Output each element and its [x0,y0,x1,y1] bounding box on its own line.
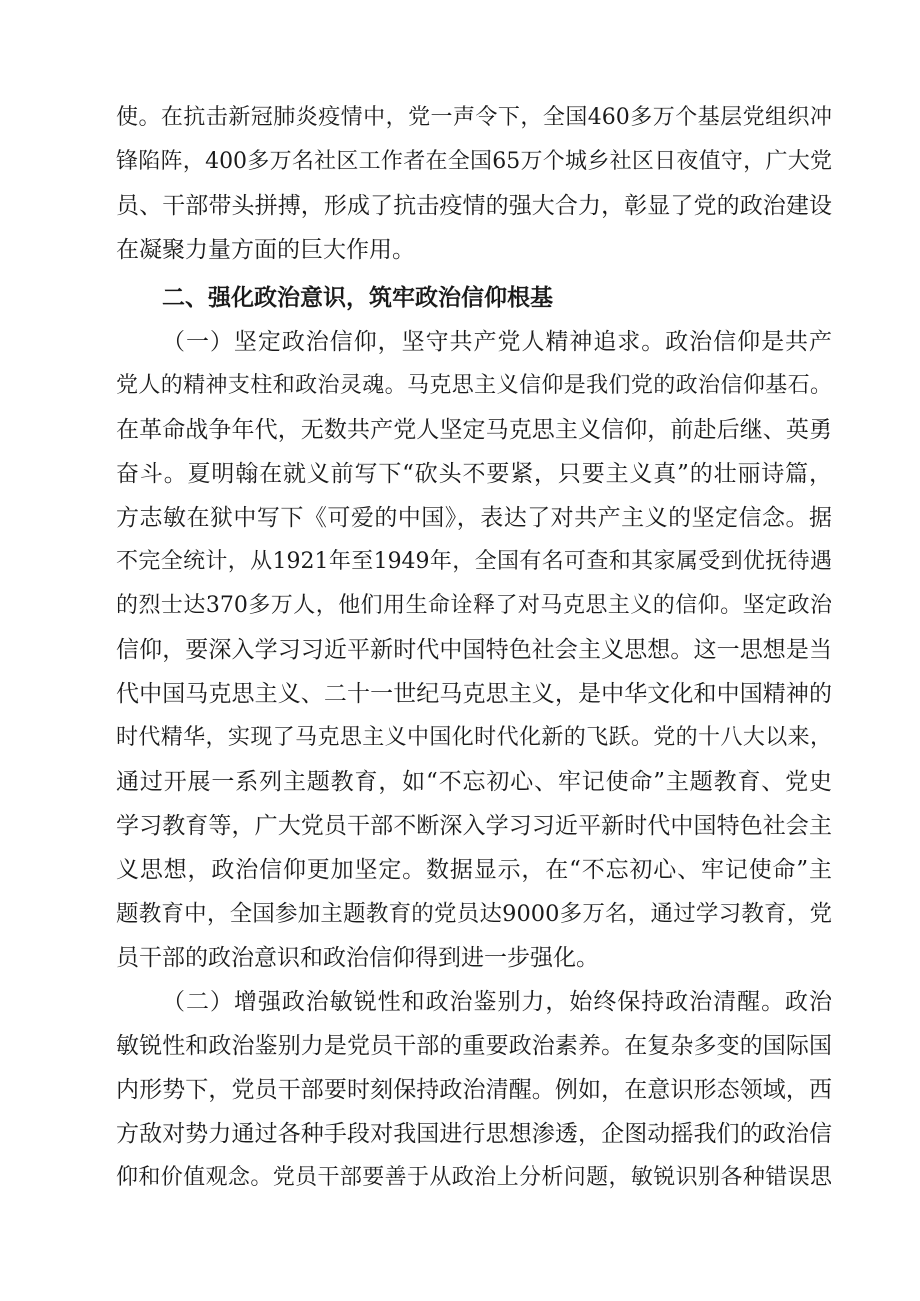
text-line: 在凝聚力量方面的巨大作用。 [116,237,415,263]
text-line: 不完全统计，从1921年至1949年，全国有名可查和其家属受到优抚待遇 [116,549,832,574]
text-line: 敏锐性和政治鉴别力是党员干部的重要政治素养。在复杂多变的国际国 [116,1033,832,1059]
text-line: 代中国马克思主义、二十一世纪马克思主义，是中华文化和中国精神的 [116,681,832,707]
text-line: 题教育中，全国参加主题教育的党员达9000多万名，通过学习教育，党 [116,901,832,927]
text-line: 在革命战争年代，无数共产党人坚定马克思主义信仰，前赴后继、英勇 [116,417,832,443]
text-line: 仰和价值观念。党员干部要善于从政治上分析问题，敏锐识别各种错误思 [116,1165,832,1190]
text-line: 时代精华，实现了马克思主义中国化时代化新的飞跃。党的十八大以来， [116,725,832,750]
text-line: 党人的精神支柱和政治灵魂。马克思主义信仰是我们党的政治信仰基石。 [116,373,832,398]
text-line: 方志敏在狱中写下《可爱的中国》，表达了对共产主义的坚定信念。据 [116,505,832,531]
text-line: 方敌对势力通过各种手段对我国进行思想渗透，企图动摇我们的政治信 [116,1121,832,1147]
text-line: 学习教育等，广大党员干部不断深入学习习近平新时代中国特色社会主 [116,813,832,839]
text-line: 员干部的政治意识和政治信仰得到进一步强化。 [116,945,599,971]
text-line: 奋斗。夏明翰在就义前写下“砍头不要紧，只要主义真”的壮丽诗篇， [116,461,832,487]
text-line: 使。在抗击新冠肺炎疫情中，党一声令下，全国460多万个基层党组织冲 [116,105,832,130]
text-line: 义思想，政治信仰更加坚定。数据显示，在“不忘初心、牢记使命”主 [116,857,832,883]
text-line: 内形势下，党员干部要时刻保持政治清醒。例如，在意识形态领域，西 [116,1077,832,1103]
text-line: 员、干部带头拼搏，形成了抗击疫情的强大合力，彰显了党的政治建设 [116,193,832,219]
text-line: 信仰，要深入学习习近平新时代中国特色社会主义思想。这一思想是当 [116,637,832,663]
text-line: 锋陷阵，400多万名社区工作者在全国65万个城乡社区日夜值守，广大党 [116,149,832,174]
text-line: （二）增强政治敏锐性和政治鉴别力，始终保持政治清醒。政治 [162,989,832,1015]
section-heading: 二、强化政治意识，筑牢政治信仰根基 [162,285,553,311]
text-line: （一）坚定政治信仰，坚守共产党人精神追求。政治信仰是共产 [162,329,832,355]
text-line: 通过开展一系列主题教育，如“不忘初心、牢记使命”主题教育、党史 [116,769,832,795]
text-line: 的烈士达370多万人，他们用生命诠释了对马克思主义的信仰。坚定政治 [116,593,832,618]
